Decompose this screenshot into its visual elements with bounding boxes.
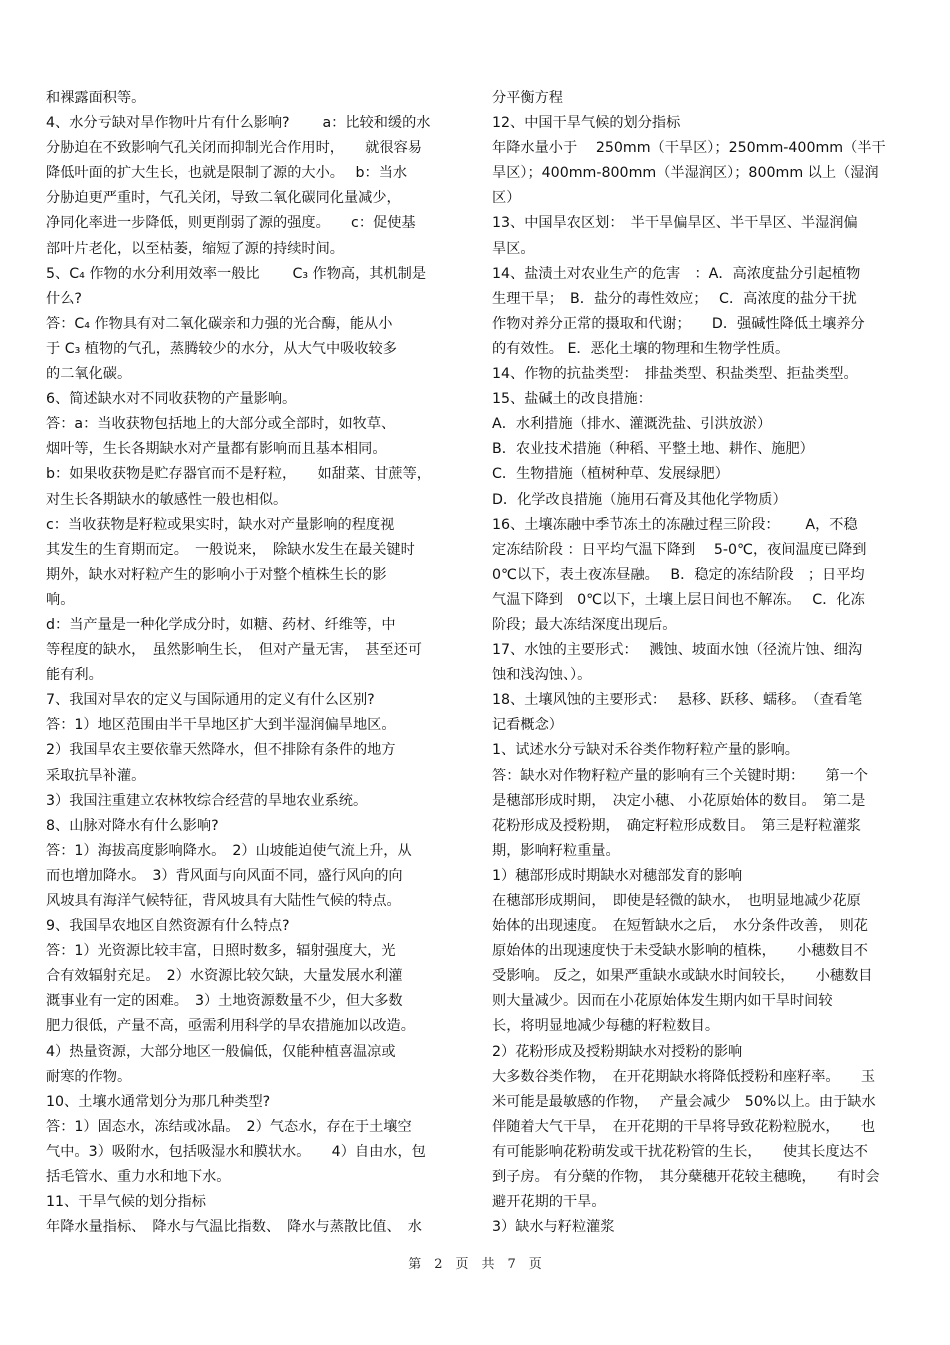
text-line: 括毛管水、重力水和地下水。 [46, 1169, 231, 1186]
text-line: 溉事业有一定的困难。 3）土地资源数量不少，但大多数 [46, 993, 403, 1010]
text-line: 1、试述水分亏缺对禾谷类作物籽粒产量的影响。 [492, 742, 799, 759]
text-line: 耐寒的作物。 [46, 1068, 132, 1085]
text-line: 年降水量指标、 降水与气温比指数、 降水与蒸散比值、 水 [46, 1219, 422, 1236]
text-line: 长，将明显地减少每穗的籽粒数目。 [492, 1018, 720, 1035]
text-line: 响。 [46, 591, 75, 608]
text-line: 旱区）；400mm-800mm（半湿润区）；800mm 以上（湿润 [492, 165, 879, 182]
text-line: 答：C₄ 作物具有对二氧化碳亲和力强的光合酶，能从小 [46, 315, 393, 332]
text-line: 17、水蚀的主要形式： 溅蚀、坡面水蚀（径流片蚀、细沟 [492, 642, 863, 659]
text-line: 采取抗旱补灌。 [46, 767, 146, 784]
text-line: 8、山脉对降水有什么影响? [46, 817, 219, 834]
text-line: 3）缺水与籽粒灌浆 [492, 1219, 615, 1236]
text-line: 始体的出现速度。 在短暂缺水之后， 水分条件改善， 则花 [492, 918, 868, 935]
text-line: d：当产量是一种化学成分时，如糖、药材、纤维等，中 [46, 616, 396, 633]
text-line: 14、盐渍土对农业生产的危害 ：A．高浓度盐分引起植物 [492, 265, 861, 282]
text-line: 降低叶面的扩大生长，也就是限制了源的大小。 b：当水 [46, 165, 408, 182]
text-line: D．化学改良措施（施用石膏及其他化学物质） [492, 491, 787, 508]
text-line: 1）穗部形成时期缺水对穗部发育的影响 [492, 867, 743, 884]
text-line: 期，影响籽粒重量。 [492, 842, 620, 859]
text-line: 米可能是最敏感的作物， 产量会减少 50%以上。由于缺水 [492, 1093, 876, 1110]
text-line: 其发生的生育期而定。 一般说来， 除缺水发生在最关键时 [46, 541, 415, 558]
text-line: 答：缺水对作物籽粒产量的影响有三个关键时期： 第一个 [492, 767, 868, 784]
text-line: 分平衡方程 [492, 90, 563, 106]
text-line: 阶段；最大冻结深度出现后。 [492, 616, 677, 633]
text-line: c：当收获物是籽粒或果实时，缺水对产量影响的程度视 [46, 516, 395, 533]
text-line: 期外，缺水对籽粒产生的影响小于对整个植株生长的影 [46, 566, 387, 583]
left-column [46, 86, 452, 1240]
text-line: 在穗部形成期间， 即使是轻微的缺水， 也明显地减少花原 [492, 893, 861, 909]
text-line: 分胁迫在不致影响气孔关闭而抑制光合作用时， 就很容易 [46, 140, 422, 157]
text-line: 气中。3）吸附水，包括吸湿水和膜状水。 4）自由水，包 [46, 1143, 426, 1160]
text-line: 而也增加降水。 3）背风面与向风面不同，盛行风向的向 [46, 867, 403, 884]
text-line: 则大量减少。因而在小花原始体发生期内如干旱时间较 [492, 993, 833, 1010]
text-line: 气温下降到 0℃以下，土壤上层日间也不解冻。 C．化冻 [492, 591, 865, 608]
text-line: A．水利措施（排水、灌溉洗盐、引洪放淤） [492, 416, 772, 433]
text-line: 作物对养分正常的摄取和代谢； D．强碱性降低土壤养分 [492, 315, 865, 332]
text-line: 能有利。 [46, 667, 103, 684]
text-line: C．生物措施（植树种草、发展绿肥） [492, 466, 729, 483]
text-line: 14、作物的抗盐类型： 排盐类型、积盐类型、拒盐类型。 [492, 366, 858, 383]
page-footer: 第 2 页 共 7 页 [408, 1257, 542, 1272]
text-line: 12、中国干旱气候的划分指标 [492, 115, 681, 132]
text-line: 年降水量小于 250mm（干旱区）；250mm-400mm（半干 [492, 140, 886, 157]
text-line: 大多数谷类作物， 在开花期缺水将降低授粉和座籽率。 玉 [492, 1068, 876, 1085]
text-line: 受影响。 反之，如果严重缺水或缺水时间较长， 小穗数目 [492, 968, 873, 985]
text-line: 避开花期的干旱。 [492, 1194, 606, 1211]
text-line: 到子房。 有分蘖的作物， 其分蘖穗开花较主穗晚， 有时会 [492, 1169, 880, 1186]
text-line: 部叶片老化，以至枯萎，缩短了源的持续时间。 [46, 240, 344, 257]
text-line: 18、土壤风蚀的主要形式： 悬移、跃移、蠕移。 （查看笔 [492, 692, 863, 709]
text-line: 等程度的缺水， 虽然影响生长， 但对产量无害， 甚至还可 [46, 642, 422, 659]
text-line: 风坡具有海洋气候特征，背风坡具有大陆性气候的特点。 [46, 893, 401, 909]
text-line: 3）我国注重建立农林牧综合经营的旱地农业系统。 [46, 792, 368, 809]
text-line: 答：1）固态水，冻结或冰晶。 2）气态水，存在于土壤空 [46, 1118, 412, 1135]
text-line: 什么? [46, 290, 82, 307]
text-line: 4、水分亏缺对旱作物叶片有什么影响? a：比较和缓的水 [46, 115, 431, 132]
text-line: 10、土壤水通常划分为那几种类型? [46, 1093, 271, 1110]
text-line: 有可能影响花粉萌发或干扰花粉管的生长， 使其长度达不 [492, 1143, 868, 1160]
text-line: 5、C₄ 作物的水分利用效率一般比 C₃ 作物高，其机制是 [46, 265, 427, 282]
text-line: 4）热量资源，大部分地区一般偏低，仅能种植喜温凉或 [46, 1043, 396, 1060]
text-line: 2）花粉形成及授粉期缺水对授粉的影响 [492, 1043, 743, 1060]
text-line: 6、简述缺水对不同收获物的产量影响。 [46, 391, 297, 408]
text-line: 9、我国旱农地区自然资源有什么特点? [46, 918, 290, 935]
text-line: 肥力很低，产量不高，亟需利用科学的旱农措施加以改造。 [46, 1018, 415, 1035]
text-line: 分胁迫更严重时，气孔关闭，导致二氧化碳同化量减少， [46, 190, 401, 207]
text-line: 和裸露面积等。 [46, 90, 146, 106]
text-line: 记看概念） [492, 717, 563, 734]
text-line: 区） [492, 190, 521, 207]
text-line: 是穗部形成时期， 决定小穗、 小花原始体的数目。 第二是 [492, 792, 866, 809]
text-line: 于 C₃ 植物的气孔，蒸腾较少的水分，从大气中吸收较多 [46, 340, 397, 357]
text-line: 13、中国旱农区划： 半干旱偏旱区、半干旱区、半湿润偏 [492, 215, 858, 232]
text-line: 蚀和浅沟蚀、）。 [492, 667, 592, 684]
text-line: 的二氧化碳。 [46, 366, 132, 383]
text-line: 答：1）地区范围由半干旱地区扩大到半湿润偏旱地区。 [46, 717, 396, 734]
text-line: 旱区。 [492, 240, 535, 257]
text-line: 答：1）光资源比较丰富，日照时数多，辐射强度大，光 [46, 943, 396, 960]
text-line: 15、盐碱土的改良措施： [492, 391, 652, 408]
text-line: 合有效辐射充足。 2）水资源比较欠缺，大量发展水利灌 [46, 968, 403, 985]
text-line: b：如果收获物是贮存器官而不是籽粒， 如甜菜、甘蔗等， [46, 466, 431, 483]
text-line: 7、我国对旱农的定义与国际通用的定义有什么区别? [46, 692, 375, 709]
text-line: B．农业技术措施（种稻、平整土地、耕作、施肥） [492, 441, 814, 458]
text-line: 0℃以下，表土夜冻昼融。 B．稳定的冻结阶段 ；日平均 [492, 566, 865, 583]
text-line: 原始体的出现速度快于未受缺水影响的植株， 小穗数目不 [492, 943, 868, 960]
text-line: 烟叶等，生长各期缺水对产量都有影响而且基本相同。 [46, 441, 387, 458]
text-line: 伴随着大气干旱， 在开花期的干旱将导致花粉粒脱水， 也 [492, 1118, 876, 1135]
text-line: 11、干旱气候的划分指标 [46, 1194, 206, 1211]
right-column [492, 86, 902, 1240]
text-line: 净同化率进一步降低，则更削弱了源的强度。 c：促使基 [46, 215, 416, 232]
text-line: 的有效性。 E．恶化土壤的物理和生物学性质。 [492, 340, 790, 357]
text-line: 答：a：当收获物包括地上的大部分或全部时，如牧草、 [46, 416, 396, 433]
text-line: 定冻结阶段 ：日平均气温下降到 5-0℃，夜间温度已降到 [492, 541, 867, 558]
text-line: 生理干旱； B．盐分的毒性效应； C．高浓度的盐分干扰 [492, 290, 857, 307]
text-line: 16、土壤冻融中季节冻土的冻融过程三阶段： A，不稳 [492, 516, 858, 533]
text-line: 花粉形成及授粉期， 确定籽粒形成数目。 第三是籽粒灌浆 [492, 817, 861, 834]
text-line: 对生长各期缺水的敏感性一般也相似。 [46, 491, 288, 508]
text-line: 答：1）海拔高度影响降水。 2）山坡能迫使气流上升，从 [46, 842, 412, 859]
text-line: 2）我国旱农主要依靠天然降水，但不排除有条件的地方 [46, 742, 396, 759]
